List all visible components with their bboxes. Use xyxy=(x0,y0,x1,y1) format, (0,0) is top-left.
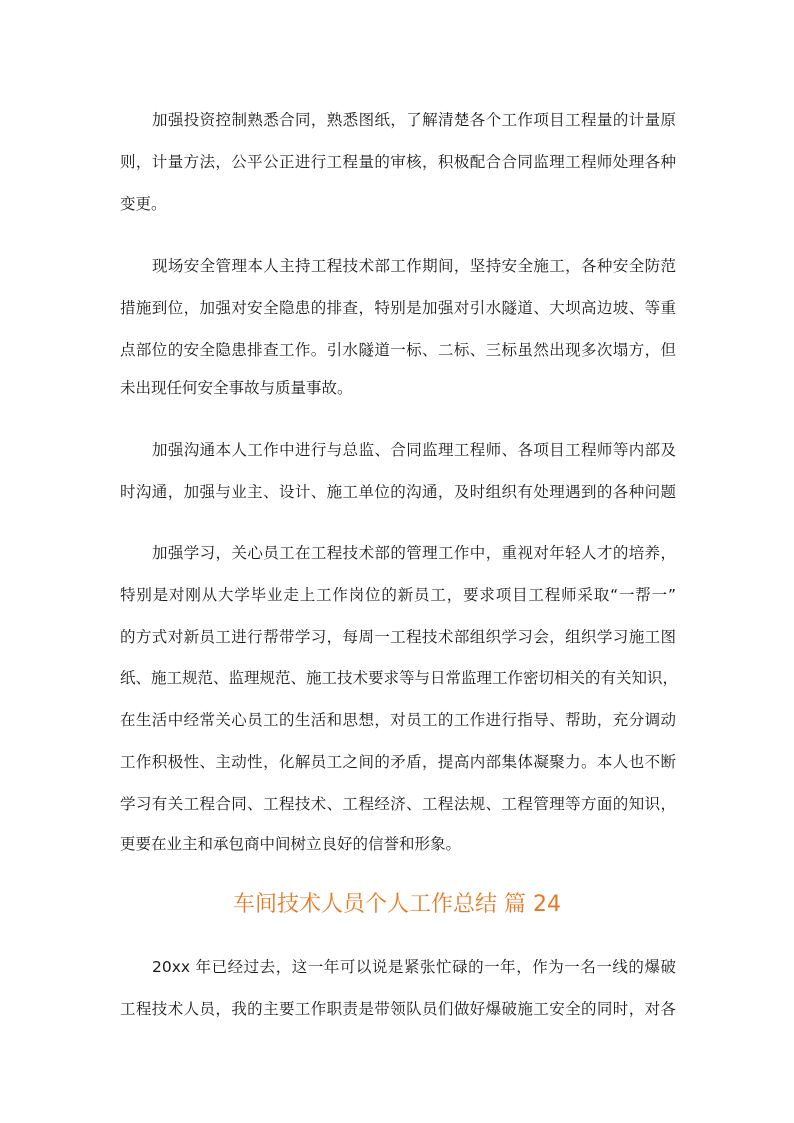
paragraph-3-line-1: 加强沟通本人工作中进行与总监、合同监理工程师、各项目工程师等内部及 xyxy=(152,441,676,459)
paragraph-5-line-1: 20xx 年已经过去，这一年可以说是紧张忙碌的一年，作为一名一线的爆破 xyxy=(152,958,676,976)
paragraph-1-line-3: 变更。 xyxy=(120,195,167,213)
paragraph-4-line-1: 加强学习，关心员工在工程技术部的管理工作中，重视对年轻人才的培养， xyxy=(152,544,676,562)
paragraph-4-line-5: 在生活中经常关心员工的生活和思想，对员工的工作进行指导、帮助，充分调动 xyxy=(120,711,676,729)
paragraph-2-line-3: 点部位的安全隐患排查工作。引水隧道一标、二标、三标虽然出现多次塌方，但 xyxy=(120,341,676,359)
paragraph-2-line-2: 措施到位，加强对安全隐患的排查，特别是加强对引水隧道、大坝高边坡、等重 xyxy=(120,299,676,317)
paragraph-3-line-2: 时沟通，加强与业主、设计、施工单位的沟通，及时组织有处理遇到的各种问题 xyxy=(120,483,676,501)
paragraph-2-line-4: 未出现任何安全事故与质量事故。 xyxy=(120,379,353,397)
paragraph-4-line-6: 工作积极性、主动性，化解员工之间的矛盾，提高内部集体凝聚力。本人也不断 xyxy=(120,753,676,771)
paragraph-1-line-1: 加强投资控制熟悉合同，熟悉图纸，了解清楚各个工作项目工程量的计量原 xyxy=(152,111,676,129)
paragraph-5-line-2: 工程技术人员，我的主要工作职责是带领队员们做好爆破施工安全的同时，对各 xyxy=(120,1000,676,1018)
section-heading: 车间技术人员个人工作总结 篇 24 xyxy=(233,892,561,917)
paragraph-4-line-7: 学习有关工程合同、工程技术、工程经济、工程法规、工程管理等方面的知识， xyxy=(120,795,676,813)
paragraph-4-line-3: 的方式对新员工进行帮带学习，每周一工程技术部组织学习会，组织学习施工图 xyxy=(120,628,676,646)
paragraph-4-line-2: 特别是对刚从大学毕业走上工作岗位的新员工，要求项目工程师采取“一帮一” xyxy=(120,586,676,604)
paragraph-4-line-4: 纸、施工规范、监理规范、施工技术要求等与日常监理工作密切相关的有关知识， xyxy=(120,669,679,687)
paragraph-2-line-1: 现场安全管理本人主持工程技术部工作期间，坚持安全施工，各种安全防范 xyxy=(152,257,676,275)
paragraph-4-line-8: 更要在业主和承包商中间树立良好的信誉和形象。 xyxy=(120,835,462,853)
paragraph-1-line-2: 则，计量方法，公平公正进行工程量的审核，积极配合合同监理工程师处理各种 xyxy=(120,153,676,171)
